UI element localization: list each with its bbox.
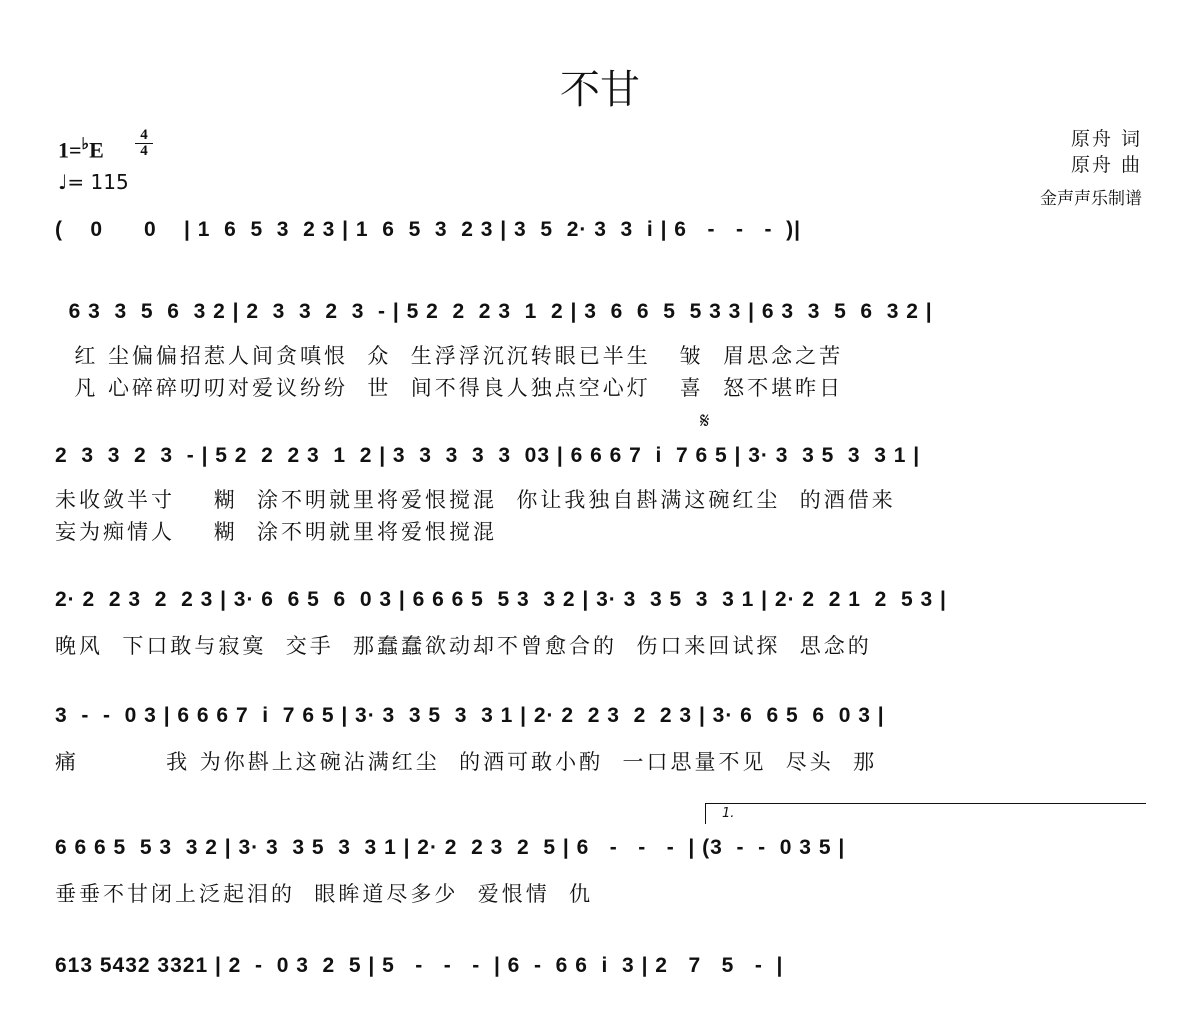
time-bottom: 4 xyxy=(140,143,148,159)
lyric-line-2: 凡 心碎碎叨叨对爱议纷纷 世 间不得良人独点空心灯 喜 怒不堪昨日 xyxy=(55,376,844,400)
lyric-line-1: 红 尘偏偏招惹人间贪嗔恨 众 生浮浮沉沉转眼已半生 皱 眉思念之苦 xyxy=(55,344,844,368)
flat-sign: ♭ xyxy=(81,136,90,153)
time-top: 4 xyxy=(140,127,148,143)
notes-line: 3 - - 0 3 | 6 6 6 7 i 7 6 5 | 3· 3 3 5 3 3 1 | 2· 2 2 3 2 2 3 | 3· 6 6 5 6 0 3 | xyxy=(55,704,885,727)
lyric-line-1: 垂垂不甘闭上泛起泪的 眼眸道尽多少 爱恨情 仇 xyxy=(55,882,594,906)
notes-line: 6 6 6 5 5 3 3 2 | 3· 3 3 5 3 3 1 | 2· 2 2 3 2 5 | 6 - - - | (3 - - 0 3 5 | xyxy=(55,836,846,859)
notes-line: 6 3 3 5 6 3 2 | 2 3 3 2 3 - | 5 2 2 2 3 1 2 | 3 6 6 5 5 3 3 | 6 3 3 5 6 3 2 | xyxy=(55,300,933,323)
ending-label: 1. xyxy=(722,806,735,821)
song-title: 不甘 xyxy=(560,67,640,113)
notes-line: 2 3 3 2 3 - | 5 2 2 2 3 1 2 | 3 3 3 3 3 03 | 6 6 6 7 i 7 6 5 | 3· 3 3 5 3 3 1 | xyxy=(55,444,921,467)
notes-line: 2· 2 2 3 2 2 3 | 3· 6 6 5 6 0 3 | 6 6 6 5 5 3 3 2 | 3· 3 3 5 3 3 1 | 2· 2 2 1 2 5 3 | xyxy=(55,588,947,611)
lyric-line-1: 晚风 下口敢与寂寞 交手 那蠢蠢欲动却不曾愈合的 伤口来回试探 思念的 xyxy=(55,634,872,658)
lyric-line-2: 妄为痴情人 糊 涂不明就里将爱恨搅混 xyxy=(55,520,498,544)
key-prefix: 1= xyxy=(58,137,82,163)
segno-sign: 𝄋 xyxy=(700,409,710,434)
tempo-marking: ♩= 115 xyxy=(58,170,129,194)
composer-credit: 原舟 曲 xyxy=(1070,154,1142,176)
lyric-line-1: 未收敛半寸 糊 涂不明就里将爱恨搅混 你让我独自斟满这碗红尘 的酒借来 xyxy=(55,488,896,512)
lyricist-credit: 原舟 词 xyxy=(1070,128,1142,150)
lyric-line-1: 痛 我 为你斟上这碗沾满红尘 的酒可敢小酌 一口思量不见 尽头 那 xyxy=(55,750,878,774)
notes-line: 613 5432 3321 | 2 - 0 3 2 5 | 5 - - - | 6 - 6 6 i 3 | 2 7 5 - | xyxy=(55,954,784,977)
score-maker: 金声声乐制谱 xyxy=(1040,189,1142,209)
notes-line: ( 0 0 | 1 6 5 3 2 3 | 1 6 5 3 2 3 | 3 5 2· 3 3 i | 6 - - - )| xyxy=(55,218,801,241)
key-note: E xyxy=(89,137,104,163)
